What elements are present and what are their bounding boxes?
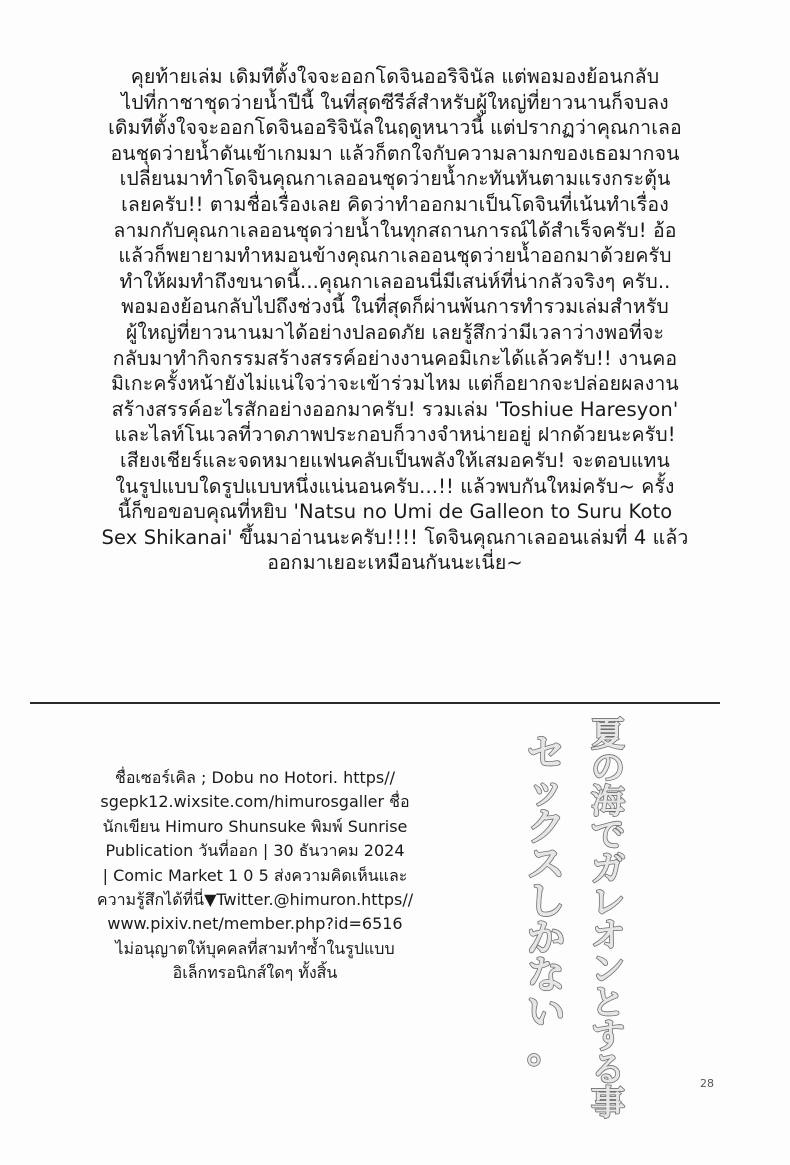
afterword-line: นี้ก็ขอขอบคุณที่หยิบ 'Natsu no Umi de Galleon to Suru Koto bbox=[117, 500, 673, 524]
afterword-line: Sex Shikanai' ขึ้นมาอ่านนะครับ!!!! โดจินคุณกาเลออนเล่มที่ 4 แล้ว bbox=[101, 525, 689, 549]
colophon-line: นักเขียน Himuro Shunsuke พิมพ์ Sunrise bbox=[102, 816, 408, 836]
colophon-line: | Comic Market 1 0 5 ส่งความคิดเห็นและ bbox=[102, 865, 408, 885]
title-logo bbox=[496, 712, 656, 1142]
colophon-line: ความรู้สึกได้ที่นี่▼Twitter.@himuron.https// bbox=[96, 890, 414, 910]
title-glyph: ン bbox=[591, 949, 625, 990]
colophon-line: ชื่อเซอร์เคิล ; Dobu no Hotori. https// bbox=[114, 768, 396, 787]
title-glyph: の bbox=[591, 748, 625, 789]
title-glyph: 事 bbox=[591, 1083, 625, 1124]
afterword-line: ในรูปแบบใดรูปแบบหนึ่งแน่นอนครับ...!! แล้วพบกันใหม่ครับ~ ครั้ง bbox=[115, 474, 675, 498]
afterword-line: เลยครับ!! ตามชื่อเรื่องเลย คิดว่าทำออกมาเป็นโดจินที่เน้นทำเรื่อง bbox=[121, 192, 669, 216]
afterword-line: มิเกะครั้งหน้ายังไม่แน่ใจว่าจะเข้าร่วมไหม แต่ก็อยากจะปล่อยผลงาน bbox=[111, 372, 679, 396]
colophon-line: sgepk12.wixsite.com/himurosgaller ชื่อ bbox=[100, 792, 410, 812]
title-glyph: ク bbox=[526, 805, 566, 849]
colophon-line: www.pixiv.net/member.php?id=6516 bbox=[107, 914, 403, 934]
title-glyph: か bbox=[526, 916, 566, 960]
title-glyph: ッ bbox=[526, 768, 566, 812]
afterword-line: ผู้ใหญ่ที่ยาวนานมาได้อย่างปลอดภัย เลยรู้สึกว่ามีเวลาว่างพอที่จะ bbox=[125, 320, 665, 344]
afterword-line: เปลี่ยนมาทำโดจินคุณกาเลออนชุดว่ายน้ำกะทันหันตามแรงกระตุ้น bbox=[119, 167, 671, 191]
afterword-line: ทำให้ผมทำถึงขนาดนี้...คุณกาเลออนนี่มีเสน่ห์ที่น่ากลัวจริงๆ ครับ.. bbox=[119, 269, 671, 293]
title-glyph: 。 bbox=[526, 1027, 566, 1071]
title-glyph: オ bbox=[591, 916, 625, 956]
title-glyph: レ bbox=[591, 882, 625, 923]
afterword-line: กลับมาทำกิจกรรมสร้างสรรค์อย่างงานคอมิเกะได้แล้วครับ!! งานคอ bbox=[112, 346, 678, 370]
title-glyph: 夏 bbox=[591, 715, 625, 755]
title-glyph: と bbox=[591, 983, 625, 1023]
afterword-line: เดิมทีตั้งใจจะออกโดจินออริจินัลในฤดูหนาวนี้ แต่ปรากฏว่าคุณกาเลอ bbox=[108, 116, 682, 140]
afterword-line: อนชุดว่ายน้ำดันเข้าเกมมา แล้วก็ตกใจกับความลามกของเธอมากจน bbox=[110, 141, 680, 165]
colophon-line: Publication วันที่ออก | 30 ธันวาคม 2024 bbox=[105, 841, 405, 861]
afterword-line: สร้างสรรค์อะไรสักอย่างออกมาครับ! รวมเล่ม 'Toshiue Haresyon' bbox=[111, 397, 679, 421]
afterword-line: คุยท้ายเล่ม เดิมทีตั้งใจจะออกโดจินออริจินัล แต่พอมองย้อนกลับ bbox=[130, 65, 660, 88]
colophon-line: ไม่อนุญาตให้บุคคลที่สามทำซ้ำในรูปแบบ bbox=[115, 938, 395, 958]
afterword-line: แล้วก็พยายามทำหมอนข้างคุณกาเลออนชุดว่ายน้ำออกมาด้วยครับ bbox=[118, 244, 672, 268]
afterword-line: เสียงเชียร์และจดหมายแฟนคลับเป็นพลังให้เสมอครับ! จะตอบแทน bbox=[120, 448, 670, 472]
title-glyph: る bbox=[591, 1050, 625, 1090]
title-column-left bbox=[527, 731, 565, 1071]
title-glyph: し bbox=[526, 879, 566, 923]
page-number: 28 bbox=[700, 1077, 714, 1090]
afterword-line: และไลท์โนเวลที่วาดภาพประกอบก็วางจำหน่ายอยู่ ฝากด้วยนะครับ! bbox=[114, 423, 676, 447]
title-logo-svg bbox=[496, 712, 656, 1142]
title-glyph: で bbox=[591, 815, 625, 856]
title-glyph: す bbox=[591, 1016, 625, 1057]
afterword-line: ลามกกับคุณกาเลออนชุดว่ายน้ำในทุกสถานการณ์ได้สำเร็จครับ! อ้อ bbox=[113, 218, 677, 242]
title-glyph: い bbox=[526, 990, 566, 1034]
afterword-line: พอมองย้อนกลับไปถึงช่วงนี้ ในที่สุดก็ผ่านพ้นการทำรวมเล่มสำหรับ bbox=[121, 295, 669, 319]
afterword-line: ไปที่กาชาชุดว่ายน้ำปีนี้ ในที่สุดซีรีส์สำหรับผู้ใหญ่ที่ยาวนานก็จบลง bbox=[121, 90, 669, 114]
afterword-line: ออกมาเยอะเหมือนกันนะเนี่ย~ bbox=[267, 551, 523, 575]
afterword-text bbox=[22, 64, 768, 576]
colophon-text bbox=[40, 766, 470, 986]
title-glyph: な bbox=[526, 953, 566, 997]
section-divider bbox=[30, 702, 720, 704]
title-column-right bbox=[591, 715, 625, 1124]
title-glyph: ス bbox=[526, 842, 566, 886]
title-glyph: 海 bbox=[591, 782, 625, 822]
title-glyph: ガ bbox=[591, 849, 625, 889]
title-glyph: セ bbox=[526, 731, 566, 775]
colophon-line: อิเล็กทรอนิกส์ใดๆ ทั้งสิ้น bbox=[172, 963, 338, 983]
